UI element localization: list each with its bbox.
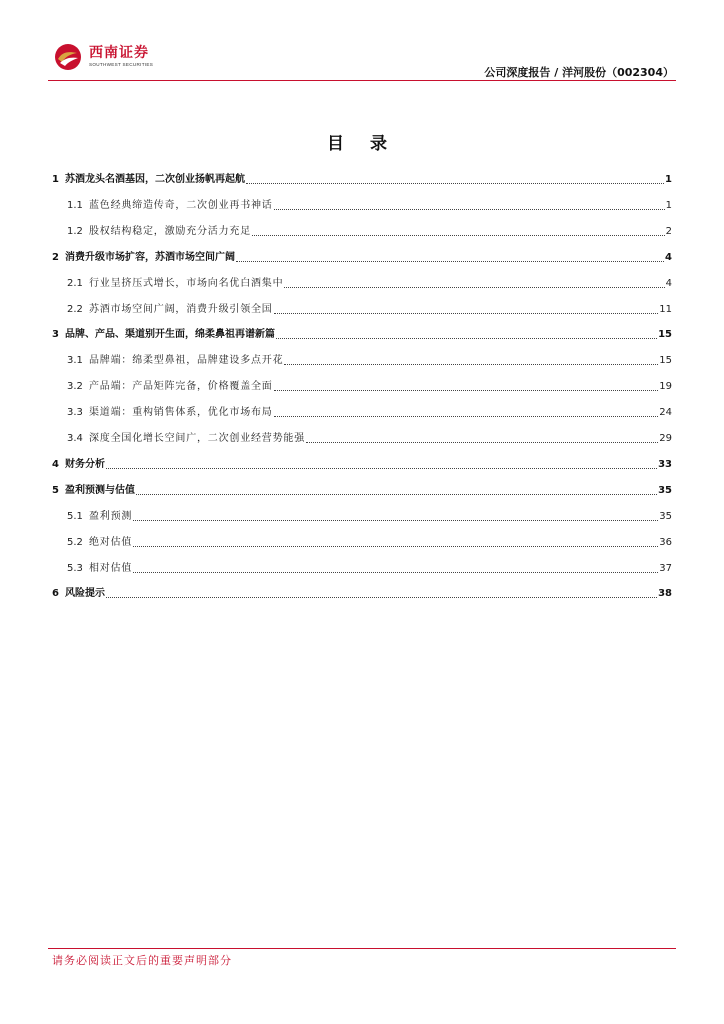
toc-dot-leader (106, 596, 657, 598)
toc-entry[interactable] (52, 303, 672, 317)
toc-entry[interactable] (52, 562, 672, 576)
toc-entry-number: 3.1 (67, 355, 83, 367)
logo-chinese-name: 西南证券 (89, 45, 149, 61)
toc-entry-title: 苏酒市场空间广阔，消费升级引领全国 (89, 303, 273, 315)
toc-entry-title: 蓝色经典缔造传奇，二次创业再书神话 (89, 199, 273, 211)
toc-entry-number: 1.2 (67, 225, 83, 237)
toc-entry-title: 盈利预测与估值 (65, 484, 135, 496)
toc-dot-leader (133, 519, 658, 521)
toc-entry[interactable] (52, 173, 672, 187)
toc-entry-page: 1 (665, 199, 672, 211)
toc-entry[interactable] (52, 225, 672, 239)
report-title: 公司深度报告 / 洋河股份（002304） (484, 66, 674, 79)
toc-entry-page: 37 (659, 562, 672, 574)
toc-entry-page: 36 (659, 536, 672, 548)
toc-entry-number: 3.4 (67, 433, 83, 444)
toc-entry-title: 相对估值 (89, 562, 133, 574)
toc-dot-leader (284, 363, 658, 365)
toc-entry-page: 33 (658, 458, 672, 470)
toc-dot-leader (274, 312, 659, 314)
toc-dot-leader (106, 467, 657, 469)
toc-entry-title: 产品端：产品矩阵完备，价格覆盖全面 (89, 381, 273, 393)
toc-entry-page: 2 (665, 225, 672, 237)
toc-dot-leader (306, 441, 658, 443)
toc-entry-number: 3.3 (67, 407, 83, 419)
toc-heading: 目 录 (327, 134, 397, 154)
toc-dot-leader (252, 234, 665, 236)
toc-entry[interactable] (52, 484, 672, 498)
toc-entry-number: 5.1 (67, 510, 83, 522)
toc-entry[interactable] (52, 432, 672, 446)
toc-entry-title: 盈利预测 (89, 510, 133, 522)
toc-entry[interactable] (52, 354, 672, 368)
toc-entry-page: 4 (665, 277, 672, 289)
toc-entry-title: 品牌端：绵柔型鼻祖，品牌建设多点开花 (89, 355, 284, 367)
toc-entry-title: 消费升级市场扩容，苏酒市场空间广阔 (65, 251, 235, 263)
toc-entry-page: 1 (665, 174, 672, 185)
toc-entry[interactable] (52, 251, 672, 265)
toc-entry-number: 6 (52, 588, 59, 600)
toc-dot-leader (136, 493, 657, 495)
toc-entry-number: 2.1 (67, 277, 83, 289)
toc-dot-leader (133, 571, 658, 573)
toc-dot-leader (236, 260, 664, 262)
toc-entry-title: 行业呈挤压式增长，市场向名优白酒集中 (89, 277, 284, 289)
toc-entry-number: 2.2 (67, 303, 83, 315)
toc-dot-leader (133, 545, 658, 547)
toc-dot-leader (274, 389, 659, 391)
toc-entry-number: 3.2 (67, 381, 83, 393)
toc-entry[interactable] (52, 199, 672, 213)
toc-entry-title: 苏酒龙头名酒基因，二次创业扬帆再起航 (65, 174, 245, 185)
toc-entry-title: 深度全国化增长空间广，二次创业经营势能强 (89, 433, 305, 444)
toc-dot-leader (246, 182, 664, 184)
logo-english-name: SOUTHWEST SECURITIES (89, 62, 154, 67)
toc-entry-title: 财务分析 (65, 458, 105, 470)
toc-entry-number: 5 (52, 484, 59, 496)
toc-entry-page: 35 (659, 510, 672, 522)
toc-entry-number: 4 (52, 458, 59, 470)
toc-entry-title: 风险提示 (65, 588, 105, 600)
toc-entry[interactable] (52, 328, 672, 342)
toc-entry-number: 2 (52, 251, 59, 263)
toc-entry-number: 1.1 (67, 199, 83, 211)
toc-entry-page: 38 (658, 588, 672, 600)
toc-dot-leader (284, 286, 664, 288)
toc-entry-title: 绝对估值 (89, 536, 133, 548)
toc-entry-page: 11 (659, 303, 672, 315)
toc-entry[interactable] (52, 458, 672, 472)
toc-entry[interactable] (52, 277, 672, 291)
toc-entry[interactable] (52, 380, 672, 394)
toc-entry-page: 29 (659, 433, 672, 444)
toc-entry-page: 24 (659, 407, 672, 419)
toc-entry-page: 15 (659, 355, 672, 367)
toc-entry-page: 19 (659, 381, 672, 393)
toc-entry-number: 3 (52, 329, 59, 341)
toc-entry-page: 35 (658, 484, 672, 496)
toc-dot-leader (276, 337, 657, 339)
toc-entry-number: 5.3 (67, 562, 83, 574)
toc-entry-title: 股权结构稳定，激励充分活力充足 (89, 225, 251, 237)
toc-dot-leader (274, 208, 665, 210)
footer-divider (48, 948, 676, 949)
toc-entry[interactable] (52, 536, 672, 550)
toc-entry[interactable] (52, 406, 672, 420)
toc-entry-number: 5.2 (67, 536, 83, 548)
toc-entry-page: 4 (665, 251, 672, 263)
toc-entry[interactable] (52, 510, 672, 524)
toc-entry[interactable] (52, 587, 672, 601)
toc-dot-leader (274, 415, 659, 417)
toc-entry-title: 品牌、产品、渠道别开生面，绵柔鼻祖再谱新篇 (65, 329, 275, 341)
footer-disclaimer: 请务必阅读正文后的重要声明部分 (52, 954, 232, 967)
toc-entry-number: 1 (52, 174, 59, 185)
toc-entry-page: 15 (658, 329, 672, 341)
toc-entry-title: 渠道端：重构销售体系，优化市场布局 (89, 407, 273, 419)
